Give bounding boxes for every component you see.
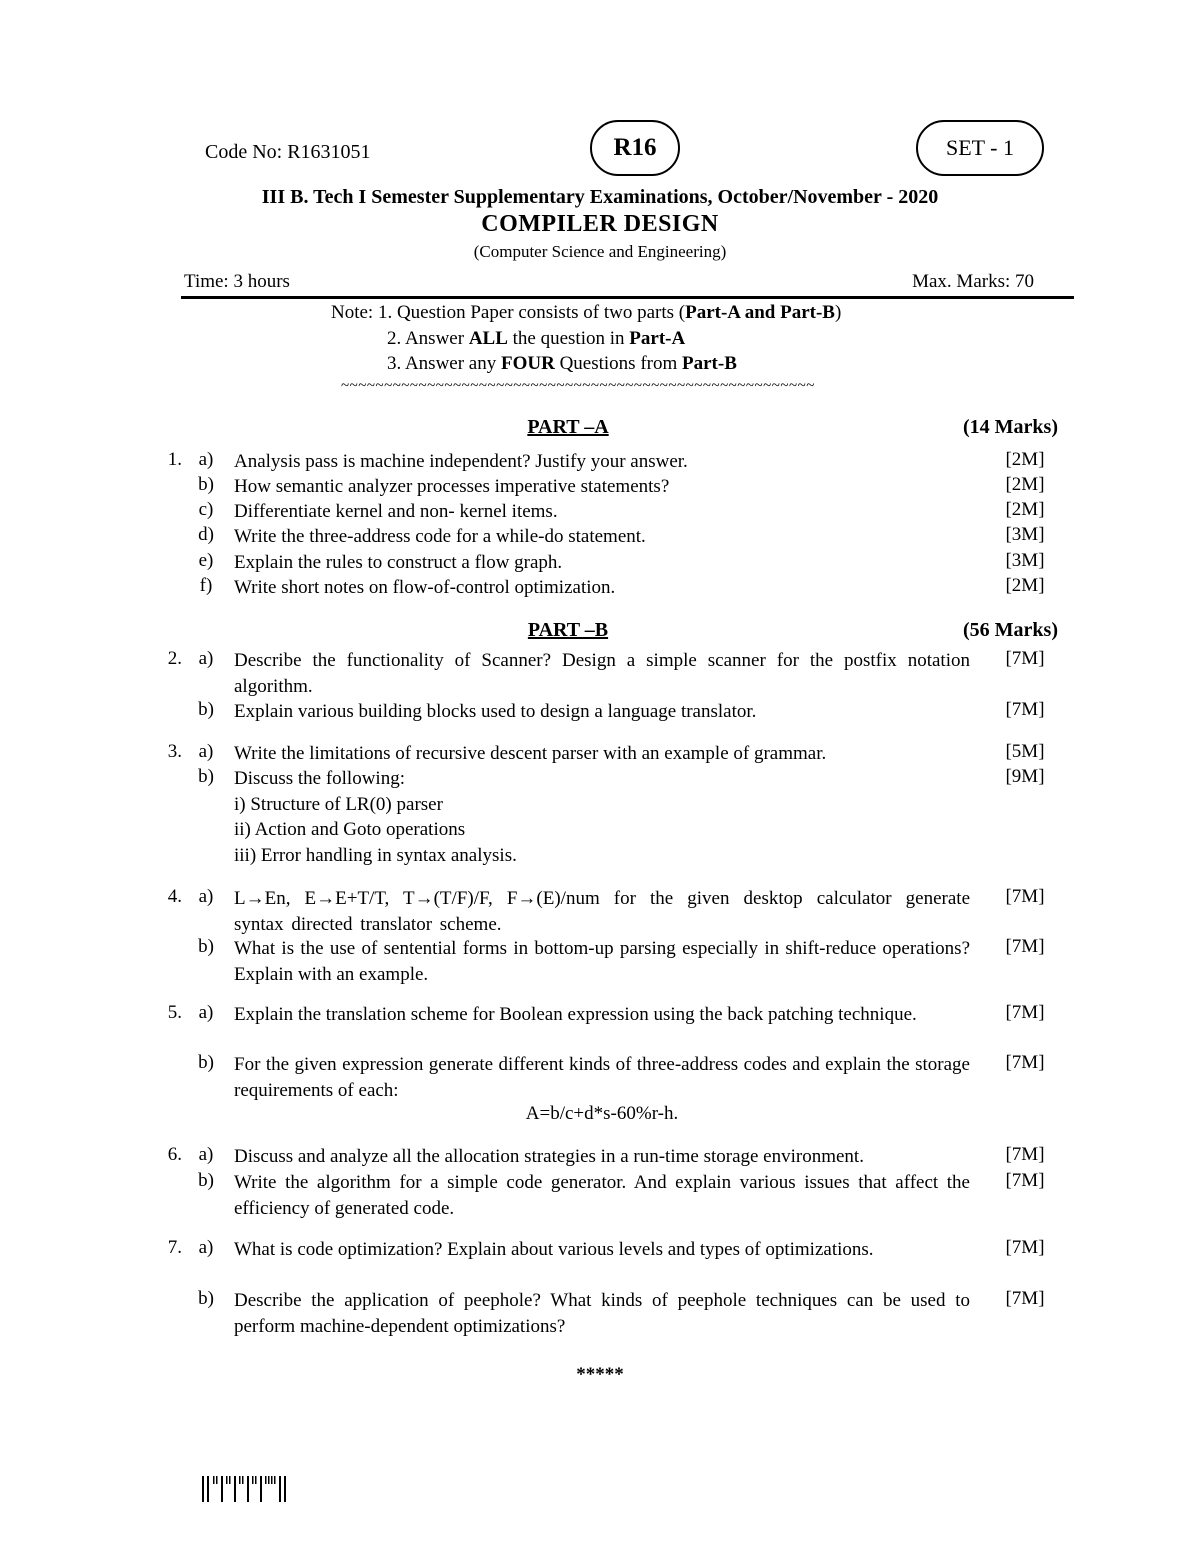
question-text: Write short notes on flow-of-control optimization. xyxy=(234,577,616,598)
max-marks: Max. Marks: 70 xyxy=(912,271,1034,292)
header-rule xyxy=(181,296,1074,299)
question-text: Discuss the following: xyxy=(234,768,405,789)
notes-divider: ~~~~~~~~~~~~~~~~~~~~~~~~~~~~~~~~~~~~~~~~~~~~~~~~~~~~~~~ xyxy=(341,378,815,394)
question-text: Write the limitations of recursive descent parser with an example of grammar. xyxy=(234,743,827,764)
exam-title: III B. Tech I Semester Supplementary Examinations, October/November - 2020 xyxy=(261,186,939,208)
question-marks: [3M] xyxy=(1005,550,1045,571)
question-label: b) xyxy=(198,1288,214,1309)
question-text: Write the algorithm for a simple code generator. And explain various issues that affect the efficiency of generated code. xyxy=(234,1172,970,1219)
question-marks: [2M] xyxy=(1005,449,1045,470)
question-text: Explain the rules to construct a flow graph. xyxy=(234,552,563,573)
question-text: L→En, E→E+T/T, T→(T/F)/F, F→(E)/num for the given desktop calculator generate syntax directed translator scheme. xyxy=(234,888,970,935)
question-label: b) xyxy=(198,474,214,495)
part-a-marks: (14 Marks) xyxy=(963,416,1058,438)
question-text: Describe the functionality of Scanner? Design a simple scanner for the postfix notation algorithm. xyxy=(234,650,970,697)
question-marks: [7M] xyxy=(1005,1170,1045,1191)
question-text: For the given expression generate different kinds of three-address codes and explain the storage requirements of each: xyxy=(234,1054,970,1101)
question-text: Differentiate kernel and non- kernel items. xyxy=(234,501,558,522)
question-label: a) xyxy=(198,648,214,669)
question-number: 7. xyxy=(167,1237,182,1258)
branch-name: (Computer Science and Engineering) xyxy=(473,242,727,261)
question-text: Write the three-address code for a while-do statement. xyxy=(234,526,646,547)
question-text: Describe the application of peephole? What kinds of peephole techniques can be used to perform machine-dependent optimizations? xyxy=(234,1290,970,1337)
question-label: b) xyxy=(198,936,214,957)
question-text: How semantic analyzer processes imperative statements? xyxy=(234,476,670,497)
question-marks: [7M] xyxy=(1005,699,1045,720)
subject-title: COMPILER DESIGN xyxy=(481,211,719,237)
question-number: 1. xyxy=(167,449,182,470)
question-label: b) xyxy=(198,766,214,787)
question-number: 4. xyxy=(167,886,182,907)
question-marks: [7M] xyxy=(1005,1002,1045,1023)
question-text: Explain various building blocks used to design a language translator. xyxy=(234,701,757,722)
question-marks: [2M] xyxy=(1005,474,1045,495)
question-label: f) xyxy=(199,575,213,596)
question-number: 6. xyxy=(167,1144,182,1165)
code-number: Code No: R1631051 xyxy=(205,141,371,163)
question-number: 5. xyxy=(167,1002,182,1023)
question-label: a) xyxy=(198,449,214,470)
sub-item: i) Structure of LR(0) parser xyxy=(234,794,443,815)
question-label: a) xyxy=(198,886,214,907)
question-text: Analysis pass is machine independent? Justify your answer. xyxy=(234,451,688,472)
question-marks: [2M] xyxy=(1005,575,1045,596)
exam-time: Time: 3 hours xyxy=(184,271,290,292)
question-marks: [9M] xyxy=(1005,766,1045,787)
question-marks: [7M] xyxy=(1005,936,1045,957)
question-label: d) xyxy=(198,524,214,545)
expression: A=b/c+d*s-60%r-h. xyxy=(525,1103,679,1124)
question-marks: [7M] xyxy=(1005,648,1045,669)
question-marks: [3M] xyxy=(1005,524,1045,545)
barcode xyxy=(200,1474,310,1504)
question-label: b) xyxy=(198,1170,214,1191)
sub-item: iii) Error handling in syntax analysis. xyxy=(234,845,517,866)
question-marks: [2M] xyxy=(1005,499,1045,520)
question-label: a) xyxy=(198,1237,214,1258)
question-text: What is code optimization? Explain about various levels and types of optimizations. xyxy=(234,1239,874,1260)
part-b-marks: (56 Marks) xyxy=(963,619,1058,641)
question-marks: [7M] xyxy=(1005,1144,1045,1165)
note-3: 3. Answer any FOUR Questions from Part-B xyxy=(387,353,737,374)
regulation-badge: R16 xyxy=(590,120,680,176)
question-text: What is the use of sentential forms in bottom-up parsing especially in shift-reduce operations? Explain with an example. xyxy=(234,938,970,985)
part-b-title: PART –B xyxy=(527,619,609,641)
question-marks: [5M] xyxy=(1005,741,1045,762)
note-2: 2. Answer ALL the question in Part-A xyxy=(387,328,686,349)
question-label: a) xyxy=(198,1002,214,1023)
sub-item: ii) Action and Goto operations xyxy=(234,819,466,840)
question-number: 2. xyxy=(167,648,182,669)
question-text: Explain the translation scheme for Boolean expression using the back patching technique. xyxy=(234,1004,917,1025)
question-marks: [7M] xyxy=(1005,1052,1045,1073)
question-text: Discuss and analyze all the allocation strategies in a run-time storage environment. xyxy=(234,1146,864,1167)
question-label: b) xyxy=(198,699,214,720)
question-label: a) xyxy=(198,1144,214,1165)
question-label: c) xyxy=(198,499,214,520)
question-label: b) xyxy=(198,1052,214,1073)
question-marks: [7M] xyxy=(1005,1288,1045,1309)
note-1: Note: 1. Question Paper consists of two parts (Part-A and Part-B) xyxy=(331,302,842,323)
end-of-paper-mark: ***** xyxy=(576,1364,624,1385)
question-label: e) xyxy=(198,550,214,571)
question-marks: [7M] xyxy=(1005,886,1045,907)
part-a-title: PART –A xyxy=(527,416,609,438)
question-number: 3. xyxy=(167,741,182,762)
barcode-graphic xyxy=(200,1474,310,1504)
set-badge: SET - 1 xyxy=(916,120,1044,176)
question-label: a) xyxy=(198,741,214,762)
question-marks: [7M] xyxy=(1005,1237,1045,1258)
